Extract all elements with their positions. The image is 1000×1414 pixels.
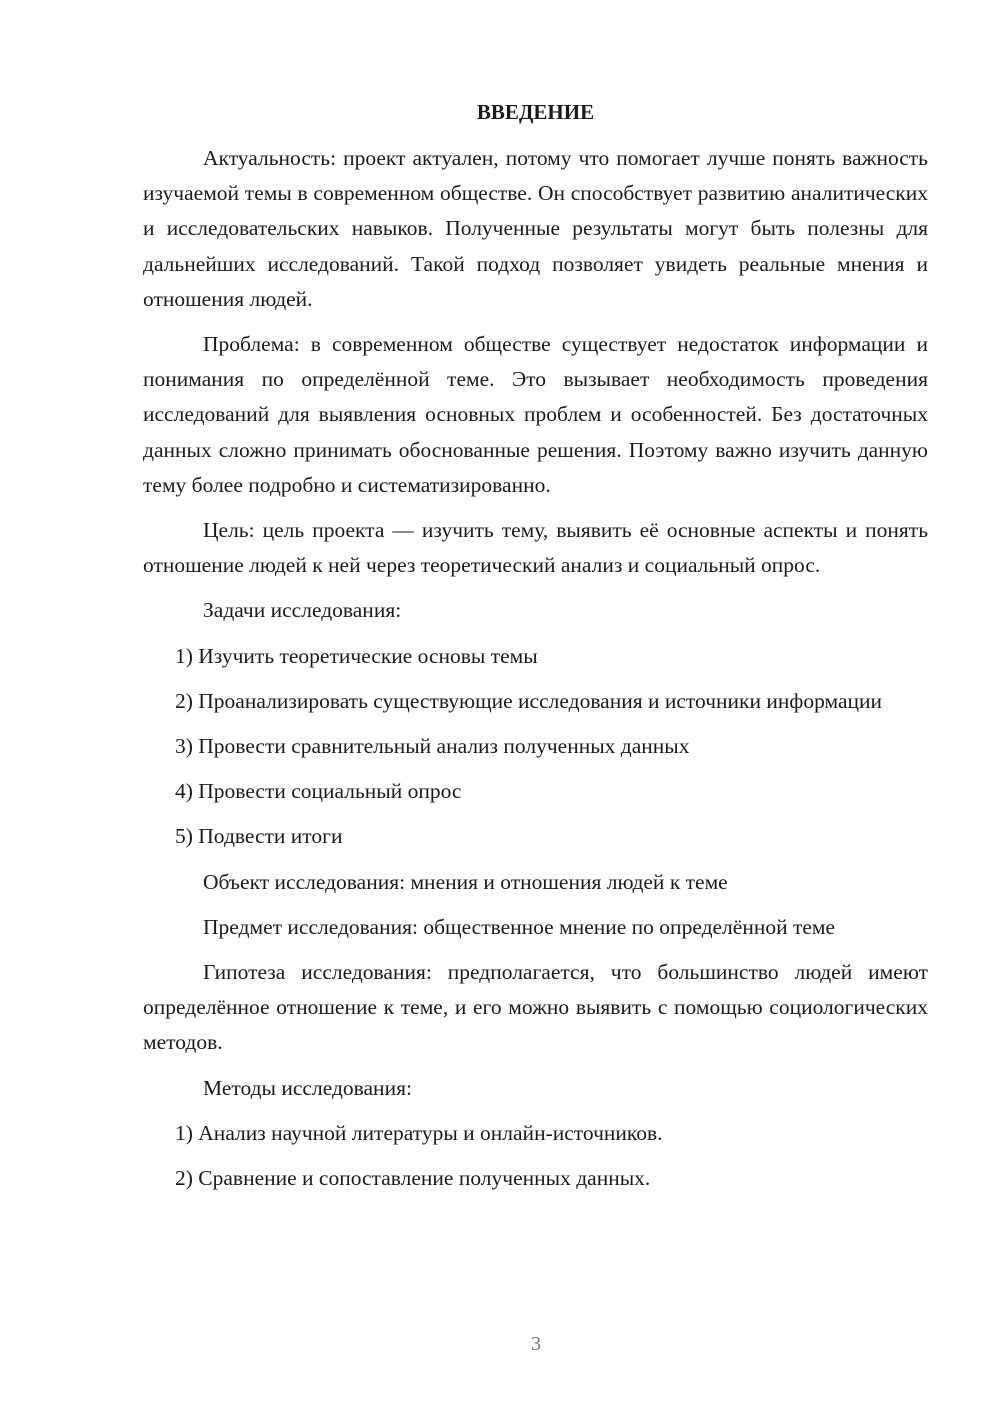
hypothesis-paragraph: Гипотеза исследования: предполагается, что большинство людей имеют определённое отношение к теме, и его можно выявить с помощью социологических методов. [143,960,928,1055]
task-item-4: 4) Провести социальный опрос [175,779,462,804]
goal-paragraph: Цель: цель проекта — изучить тему, выявить её основные аспекты и понять отношение людей к ней через теоретический анализ и социальный опрос. [143,518,928,578]
methods-title: Методы исследования: [203,1075,412,1100]
tasks-title: Задачи исследования: [203,598,402,623]
task-item-2: 2) Проанализировать существующие исследования и источники информации [175,688,883,713]
object-line: Объект исследования: мнения и отношения людей к теме [203,869,728,894]
problem-paragraph: Проблема: в современном обществе существует недостаток информации и понимания по определённой теме. Это вызывает необходимость проведения исследований для выявления основных проблем и особенностей. Без достаточных данных сложно принимать обоснованные решения. Поэтому важно изучить данную тему более подробно и систематизированно. [143,332,928,497]
task-item-1: 1) Изучить теоретические основы темы [175,643,538,668]
subject-line: Предмет исследования: общественное мнение по определённой теме [203,914,836,939]
page-title: ВВЕДЕНИЕ [476,100,595,124]
task-item-5: 5) Подвести итоги [175,824,343,849]
task-item-3: 3) Провести сравнительный анализ полученных данных [175,734,690,759]
page-number: 3 [531,1333,541,1355]
method-item-1: 1) Анализ научной литературы и онлайн-источников. [175,1120,663,1145]
document-page [143,97,928,1206]
relevance-paragraph: Актуальность: проект актуален, потому что помогает лучше понять важность изучаемой темы в современном обществе. Он способствует развитию аналитических и исследовательских навыков. Полученные результаты могут быть полезны для дальнейших исследований. Такой подход позволяет увидеть реальные мнения и отношения людей. [143,146,928,311]
method-item-2: 2) Сравнение и сопоставление полученных данных. [175,1166,651,1191]
